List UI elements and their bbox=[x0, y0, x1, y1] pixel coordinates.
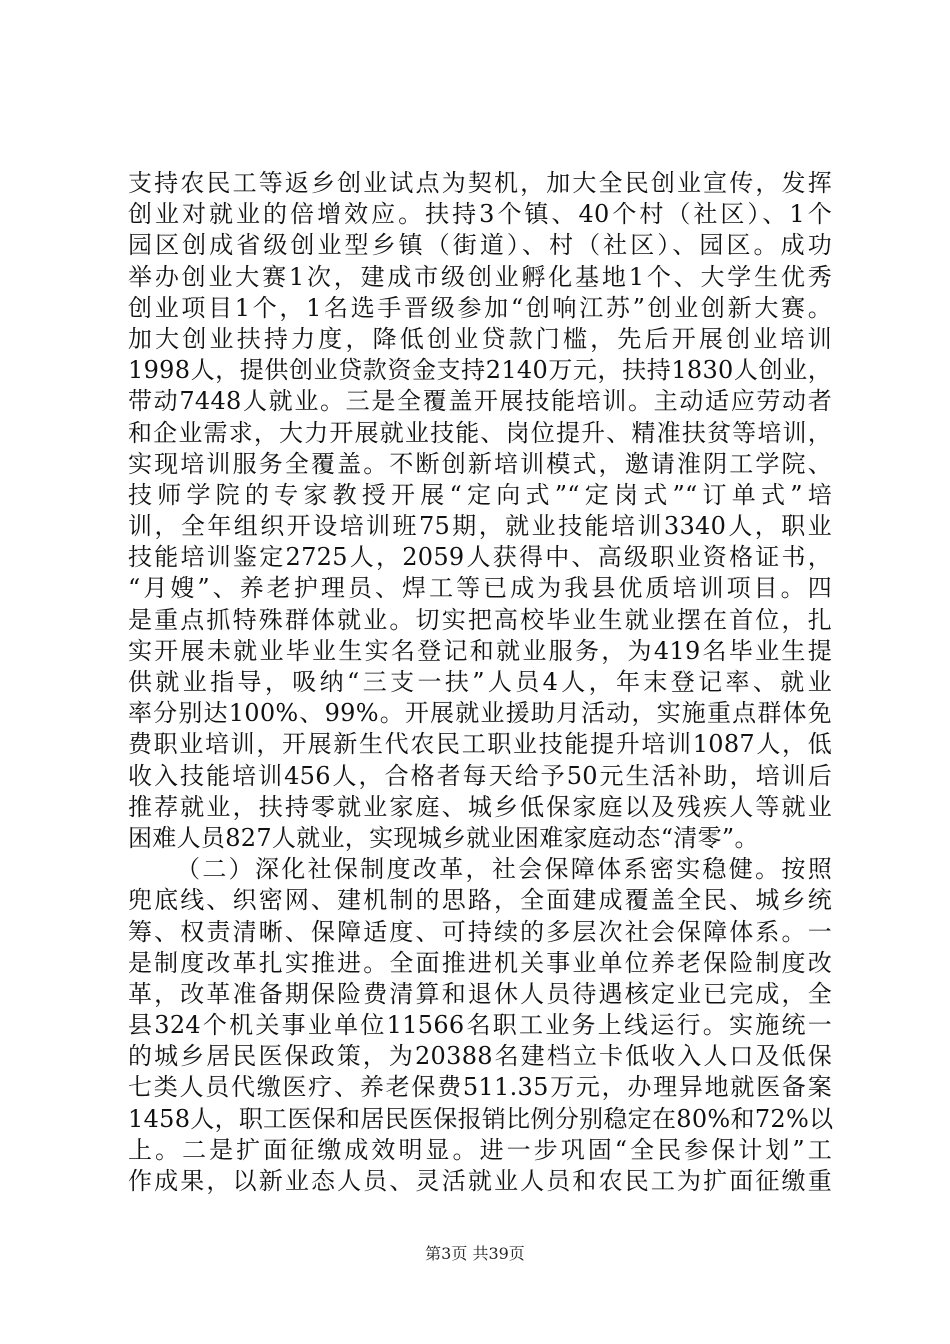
body-line: “月嫂”、养老护理员、焊工等已成为我县优质培训项目。四 bbox=[128, 574, 832, 603]
body-line: 支持农民工等返乡创业试点为契机，加大全民创业宣传，发挥 bbox=[128, 169, 832, 197]
body-line: 举办创业大赛1次，建成市级创业孵化基地1个、大学生优秀 bbox=[128, 262, 832, 291]
body-line: 是制度改革扎实推进。全面推进机关事业单位养老保险制度改 bbox=[128, 948, 832, 977]
body-line: 创业项目1个，1名选手晋级参加“创响江苏”创业创新大赛。 bbox=[128, 293, 832, 322]
body-line: 上。二是扩面征缴成效明显。进一步巩固“全民参保计划”工 bbox=[128, 1135, 832, 1164]
body-line: 收入技能培训456人，合格者每天给予50元生活补助，培训后 bbox=[128, 761, 832, 790]
body-line: 技能培训鉴定2725人，2059人获得中、高级职业资格证书， bbox=[128, 543, 832, 572]
page-number-footer: 第3页 共39页 bbox=[425, 1244, 525, 1263]
body-line: 技师学院的专家教授开展“定向式”“定岗式”“订单式”培 bbox=[128, 480, 832, 509]
body-line: 革，改革准备期保险费清算和退休人员待遇核定业已完成，全 bbox=[128, 979, 832, 1008]
body-line: 实现培训服务全覆盖。不断创新培训模式，邀请淮阴工学院、 bbox=[128, 449, 832, 478]
body-line: 训，全年组织开设培训班75期，就业技能培训3340人，职业 bbox=[128, 512, 832, 541]
body-line: 作成果，以新业态人员、灵活就业人员和农民工为扩面征缴重 bbox=[128, 1167, 832, 1195]
body-line: 县324个机关事业单位11566名职工业务上线运行。实施统一 bbox=[128, 1011, 832, 1040]
body-line: 创业对就业的倍增效应。扶持3个镇、40个村（社区）、1个 bbox=[128, 200, 832, 229]
body-line: 园区创成省级创业型乡镇（街道）、村（社区）、园区。成功 bbox=[128, 231, 832, 260]
body-line: 和企业需求，大力开展就业技能、岗位提升、精准扶贫等培训， bbox=[128, 418, 832, 447]
body-line: 1998人，提供创业贷款资金支持2140万元，扶持1830人创业， bbox=[128, 356, 832, 385]
body-line: 困难人员827人就业，实现城乡就业困难家庭动态“清零”。 bbox=[128, 823, 759, 852]
section-heading-line: （二）深化社保制度改革，社会保障体系密实稳健。按照 bbox=[176, 855, 832, 884]
body-line: 筹、权责清晰、保障适度、可持续的多层次社会保障体系。一 bbox=[128, 917, 832, 946]
document-body bbox=[128, 168, 832, 1197]
body-line: 带动7448人就业。三是全覆盖开展技能培训。主动适应劳动者 bbox=[128, 387, 832, 416]
body-line: 费职业培训，开展新生代农民工职业技能提升培训1087人，低 bbox=[128, 730, 832, 759]
body-line: 加大创业扶持力度，降低创业贷款门槛，先后开展创业培训 bbox=[128, 324, 832, 353]
body-line: 供就业指导，吸纳“三支一扶”人员4人，年末登记率、就业 bbox=[128, 668, 832, 696]
body-line: 是重点抓特殊群体就业。切实把高校毕业生就业摆在首位，扎 bbox=[128, 605, 832, 634]
body-line: 推荐就业，扶持零就业家庭、城乡低保家庭以及残疾人等就业 bbox=[128, 792, 832, 821]
body-line: 兜底线、织密网、建机制的思路，全面建成覆盖全民、城乡统 bbox=[128, 886, 832, 915]
body-line: 七类人员代缴医疗、养老保费511.35万元，办理异地就医备案 bbox=[128, 1073, 832, 1102]
body-line: 率分别达100%、99%。开展就业援助月活动，实施重点群体免 bbox=[128, 699, 832, 728]
body-line: 实开展未就业毕业生实名登记和就业服务，为419名毕业生提 bbox=[128, 636, 832, 665]
body-line: 1458人，职工医保和居民医保报销比例分别稳定在80%和72%以 bbox=[128, 1104, 834, 1133]
body-line: 的城乡居民医保政策，为20388名建档立卡低收入人口及低保 bbox=[128, 1042, 832, 1071]
